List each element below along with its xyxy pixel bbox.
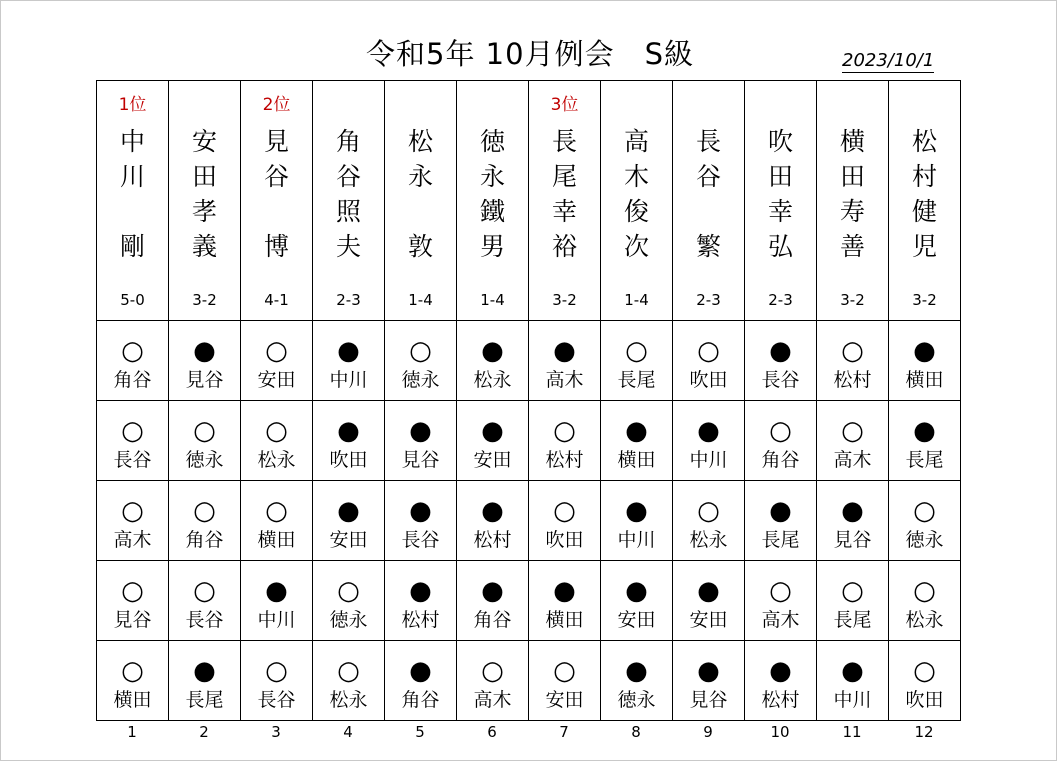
opponent-name: 長尾 [905,448,944,471]
result-mark: ○ [265,415,288,446]
opponent-name: 徳永 [617,688,656,711]
result-mark: ● [553,575,576,606]
player-name-char: 鐵 [479,197,505,226]
result-mark: ○ [553,415,576,446]
result-mark: ● [625,495,648,526]
player-header-cell [97,81,169,321]
player-name-char: 田 [767,162,793,191]
player-header-cell [241,81,313,321]
game-result-cell [313,641,385,721]
game-result-cell [529,481,601,561]
player-name-char: 横 [839,127,865,156]
player-name [817,124,888,264]
opponent-name: 徳永 [905,528,944,551]
player-name-char: 松 [911,127,937,156]
player-header-cell [457,81,529,321]
player-name-char: 永 [479,162,505,191]
result-mark: ○ [841,335,864,366]
game-result-cell [385,481,457,561]
result-mark: ○ [913,495,936,526]
game-result-cell [97,641,169,721]
result-mark: ● [841,655,864,686]
round-row [97,561,961,641]
opponent-name: 角谷 [185,528,224,551]
result-mark: ○ [769,575,792,606]
opponent-name: 中川 [689,448,728,471]
player-name-char: 照 [335,197,361,226]
date-label: 2023/10/1 [842,50,935,71]
game-result-cell [313,481,385,561]
player-name [457,124,528,264]
opponent-name: 安田 [329,528,368,551]
player-name-char: 谷 [695,162,721,191]
player-name-char: 谷 [263,162,289,191]
opponent-name: 松永 [473,368,512,391]
result-mark: ● [553,335,576,366]
round-row [97,321,961,401]
game-result-cell [241,481,313,561]
player-name-char: 安 [191,127,217,156]
player-name-char: 次 [623,232,649,261]
player-header-cell [529,81,601,321]
column-number: 5 [415,723,425,741]
game-result-cell [601,401,673,481]
rank-label: 2位 [262,95,291,115]
win-loss-record: 3-2 [192,291,217,309]
game-result-cell [673,641,745,721]
game-result-cell [385,321,457,401]
player-name-char: 高 [623,127,649,156]
result-mark: ● [625,575,648,606]
game-result-cell [457,641,529,721]
opponent-name: 横田 [257,528,296,551]
result-mark: ○ [697,335,720,366]
game-result-cell [313,321,385,401]
opponent-name: 中川 [329,368,368,391]
player-name [385,124,456,264]
result-mark: ● [913,415,936,446]
result-mark: ○ [121,655,144,686]
result-mark: ● [337,335,360,366]
opponent-name: 松村 [761,688,800,711]
game-result-cell [241,641,313,721]
opponent-name: 長尾 [833,608,872,631]
result-mark: ○ [193,495,216,526]
player-name-char: 敦 [407,232,433,261]
player-name-char: 裕 [551,232,577,261]
player-name-char: 田 [839,162,865,191]
player-name [673,124,744,264]
result-mark: ● [913,335,936,366]
opponent-name: 見谷 [833,528,872,551]
opponent-name: 松永 [257,448,296,471]
game-result-cell [889,321,961,401]
player-name-char: 繁 [695,232,721,261]
result-mark: ● [697,575,720,606]
player-name-char: 幸 [551,197,577,226]
result-mark: ○ [769,415,792,446]
game-result-cell [457,481,529,561]
column-number: 9 [703,723,713,741]
result-mark: ● [841,495,864,526]
result-mark: ● [265,575,288,606]
player-name [97,124,168,264]
game-result-cell [817,321,889,401]
opponent-name: 横田 [113,688,152,711]
opponent-name: 長谷 [113,448,152,471]
game-result-cell [529,321,601,401]
opponent-name: 安田 [689,608,728,631]
opponent-name: 安田 [473,448,512,471]
column-number: 10 [770,723,790,741]
game-result-cell [241,321,313,401]
result-mark: ○ [553,655,576,686]
game-result-cell [169,481,241,561]
opponent-name: 長谷 [761,368,800,391]
result-mark: ○ [265,495,288,526]
player-header-cell [313,81,385,321]
win-loss-record: 1-4 [480,291,505,309]
player-name-char: 木 [623,162,649,191]
game-result-cell [97,561,169,641]
game-result-cell [241,401,313,481]
win-loss-record: 1-4 [624,291,649,309]
player-name-char: 男 [479,232,505,261]
column-number: 1 [127,723,137,741]
game-result-cell [817,401,889,481]
opponent-name: 安田 [257,368,296,391]
player-header-cell [817,81,889,321]
player-name-char: 善 [839,232,865,261]
player-name-char: 夫 [335,232,361,261]
game-result-cell [97,481,169,561]
opponent-name: 松永 [905,608,944,631]
game-result-cell [673,401,745,481]
game-result-cell [673,561,745,641]
player-name-char: 角 [335,127,361,156]
result-mark: ○ [553,495,576,526]
player-header-cell [745,81,817,321]
game-result-cell [673,321,745,401]
player-name-char: 長 [695,127,721,156]
game-result-cell [457,561,529,641]
game-result-cell [745,321,817,401]
player-name-char: 博 [263,232,289,261]
opponent-name: 松村 [473,528,512,551]
result-mark: ● [481,495,504,526]
game-result-cell [817,481,889,561]
player-name-char: 見 [263,127,289,156]
result-mark: ● [409,495,432,526]
game-result-cell [601,561,673,641]
game-result-cell [889,481,961,561]
game-result-cell [169,321,241,401]
opponent-name: 見谷 [185,368,224,391]
result-mark: ● [193,335,216,366]
result-mark: ○ [841,575,864,606]
opponent-name: 角谷 [401,688,440,711]
win-loss-record: 1-4 [408,291,433,309]
column-number: 2 [199,723,209,741]
opponent-name: 高木 [473,688,512,711]
game-result-cell [169,561,241,641]
opponent-name: 長尾 [185,688,224,711]
result-mark: ○ [121,335,144,366]
opponent-name: 高木 [833,448,872,471]
result-mark: ○ [193,575,216,606]
game-result-cell [601,481,673,561]
opponent-name: 吹田 [329,448,368,471]
opponent-name: 安田 [617,608,656,631]
win-loss-record: 4-1 [264,291,289,309]
opponent-name: 見谷 [689,688,728,711]
game-result-cell [817,641,889,721]
game-result-cell [745,481,817,561]
result-mark: ○ [409,335,432,366]
result-mark: ● [409,575,432,606]
opponent-name: 角谷 [113,368,152,391]
opponent-name: 長谷 [401,528,440,551]
game-result-cell [97,321,169,401]
result-mark: ○ [121,495,144,526]
player-header-cell [889,81,961,321]
opponent-name: 松村 [401,608,440,631]
player-name-char: 永 [407,162,433,191]
game-result-cell [241,561,313,641]
opponent-name: 松永 [329,688,368,711]
result-mark: ○ [625,335,648,366]
opponent-name: 高木 [545,368,584,391]
opponent-name: 角谷 [473,608,512,631]
result-mark: ● [625,415,648,446]
column-number: 11 [842,723,862,741]
result-mark: ○ [337,655,360,686]
player-name-char: 吹 [767,127,793,156]
win-loss-record: 3-2 [912,291,937,309]
player-name-char: 寿 [839,197,865,226]
player-name [601,124,672,264]
opponent-name: 横田 [617,448,656,471]
player-header-cell [601,81,673,321]
game-result-cell [529,561,601,641]
column-number: 3 [271,723,281,741]
game-result-cell [313,401,385,481]
win-loss-record: 2-3 [336,291,361,309]
column-number: 4 [343,723,353,741]
result-mark: ○ [913,655,936,686]
game-result-cell [745,561,817,641]
result-mark: ○ [481,655,504,686]
opponent-name: 松村 [833,368,872,391]
player-header-row [97,81,961,321]
opponent-name: 中川 [833,688,872,711]
player-name-char: 弘 [767,232,793,261]
game-result-cell [745,641,817,721]
player-name-char: 田 [191,162,217,191]
game-result-cell [97,401,169,481]
opponent-name: 松村 [545,448,584,471]
result-mark: ○ [265,655,288,686]
opponent-name: 長谷 [185,608,224,631]
opponent-name: 横田 [905,368,944,391]
win-loss-record: 3-2 [552,291,577,309]
player-name-char: 幸 [767,197,793,226]
player-name-char: 義 [191,232,217,261]
player-name-char: 谷 [335,162,361,191]
rank-label: 1位 [118,95,147,115]
opponent-name: 松永 [689,528,728,551]
results-table [96,80,961,721]
result-mark: ○ [121,575,144,606]
player-name [745,124,816,264]
result-mark: ○ [337,575,360,606]
player-name-char: 松 [407,127,433,156]
game-result-cell [745,401,817,481]
game-result-cell [529,401,601,481]
player-name-char: 健 [911,197,937,226]
result-mark: ● [769,655,792,686]
game-result-cell [385,561,457,641]
result-mark: ● [697,655,720,686]
result-mark: ● [481,415,504,446]
opponent-name: 徳永 [185,448,224,471]
column-number: 6 [487,723,497,741]
result-mark: ● [769,495,792,526]
player-name-char: 村 [911,162,937,191]
result-mark: ● [337,415,360,446]
opponent-name: 中川 [617,528,656,551]
player-name-char: 尾 [551,162,577,191]
opponent-name: 徳永 [329,608,368,631]
game-result-cell [601,321,673,401]
game-result-cell [529,641,601,721]
game-result-cell [169,401,241,481]
opponent-name: 高木 [113,528,152,551]
column-number: 7 [559,723,569,741]
game-result-cell [673,481,745,561]
opponent-name: 長尾 [617,368,656,391]
result-mark: ○ [265,335,288,366]
result-mark: ● [481,575,504,606]
player-name-char: 川 [119,162,145,191]
player-name-char: 中 [119,127,145,156]
result-mark: ● [337,495,360,526]
result-mark: ● [697,415,720,446]
result-mark: ● [409,655,432,686]
opponent-name: 見谷 [401,448,440,471]
win-loss-record: 2-3 [696,291,721,309]
win-loss-record: 2-3 [768,291,793,309]
result-mark: ○ [121,415,144,446]
game-result-cell [457,401,529,481]
result-mark: ● [409,415,432,446]
player-header-cell [169,81,241,321]
result-mark: ● [481,335,504,366]
result-mark: ○ [913,575,936,606]
result-mark: ○ [841,415,864,446]
result-mark: ● [193,655,216,686]
result-mark: ○ [697,495,720,526]
game-result-cell [817,561,889,641]
player-name-char: 孝 [191,197,217,226]
round-row [97,481,961,561]
game-result-cell [889,401,961,481]
game-result-cell [889,641,961,721]
player-name [313,124,384,264]
player-name-char: 剛 [119,232,145,261]
opponent-name: 中川 [257,608,296,631]
round-row [97,641,961,721]
rank-label: 3位 [550,95,579,115]
page-title: 令和5年 10月例会 S級 [366,37,694,71]
column-number: 8 [631,723,641,741]
game-result-cell [457,321,529,401]
win-loss-record: 5-0 [120,291,145,309]
player-name-char: 俊 [623,197,649,226]
win-loss-record: 3-2 [840,291,865,309]
game-result-cell [889,561,961,641]
column-numbers [96,722,960,742]
opponent-name: 横田 [545,608,584,631]
game-result-cell [601,641,673,721]
result-mark: ○ [193,415,216,446]
game-result-cell [313,561,385,641]
game-result-cell [169,641,241,721]
player-name [169,124,240,264]
player-name-char: 児 [911,232,937,261]
opponent-name: 長谷 [257,688,296,711]
result-mark: ● [769,335,792,366]
opponent-name: 吹田 [545,528,584,551]
opponent-name: 徳永 [401,368,440,391]
player-header-cell [385,81,457,321]
opponent-name: 吹田 [905,688,944,711]
game-result-cell [385,641,457,721]
player-name-char: 徳 [479,127,505,156]
player-name [241,124,312,264]
player-name [529,124,600,264]
opponent-name: 吹田 [689,368,728,391]
column-number: 12 [914,723,934,741]
opponent-name: 安田 [545,688,584,711]
result-mark: ● [625,655,648,686]
player-header-cell [673,81,745,321]
player-name [889,124,960,264]
round-row [97,401,961,481]
player-name-char: 長 [551,127,577,156]
game-result-cell [385,401,457,481]
opponent-name: 見谷 [113,608,152,631]
opponent-name: 長尾 [761,528,800,551]
opponent-name: 角谷 [761,448,800,471]
opponent-name: 高木 [761,608,800,631]
